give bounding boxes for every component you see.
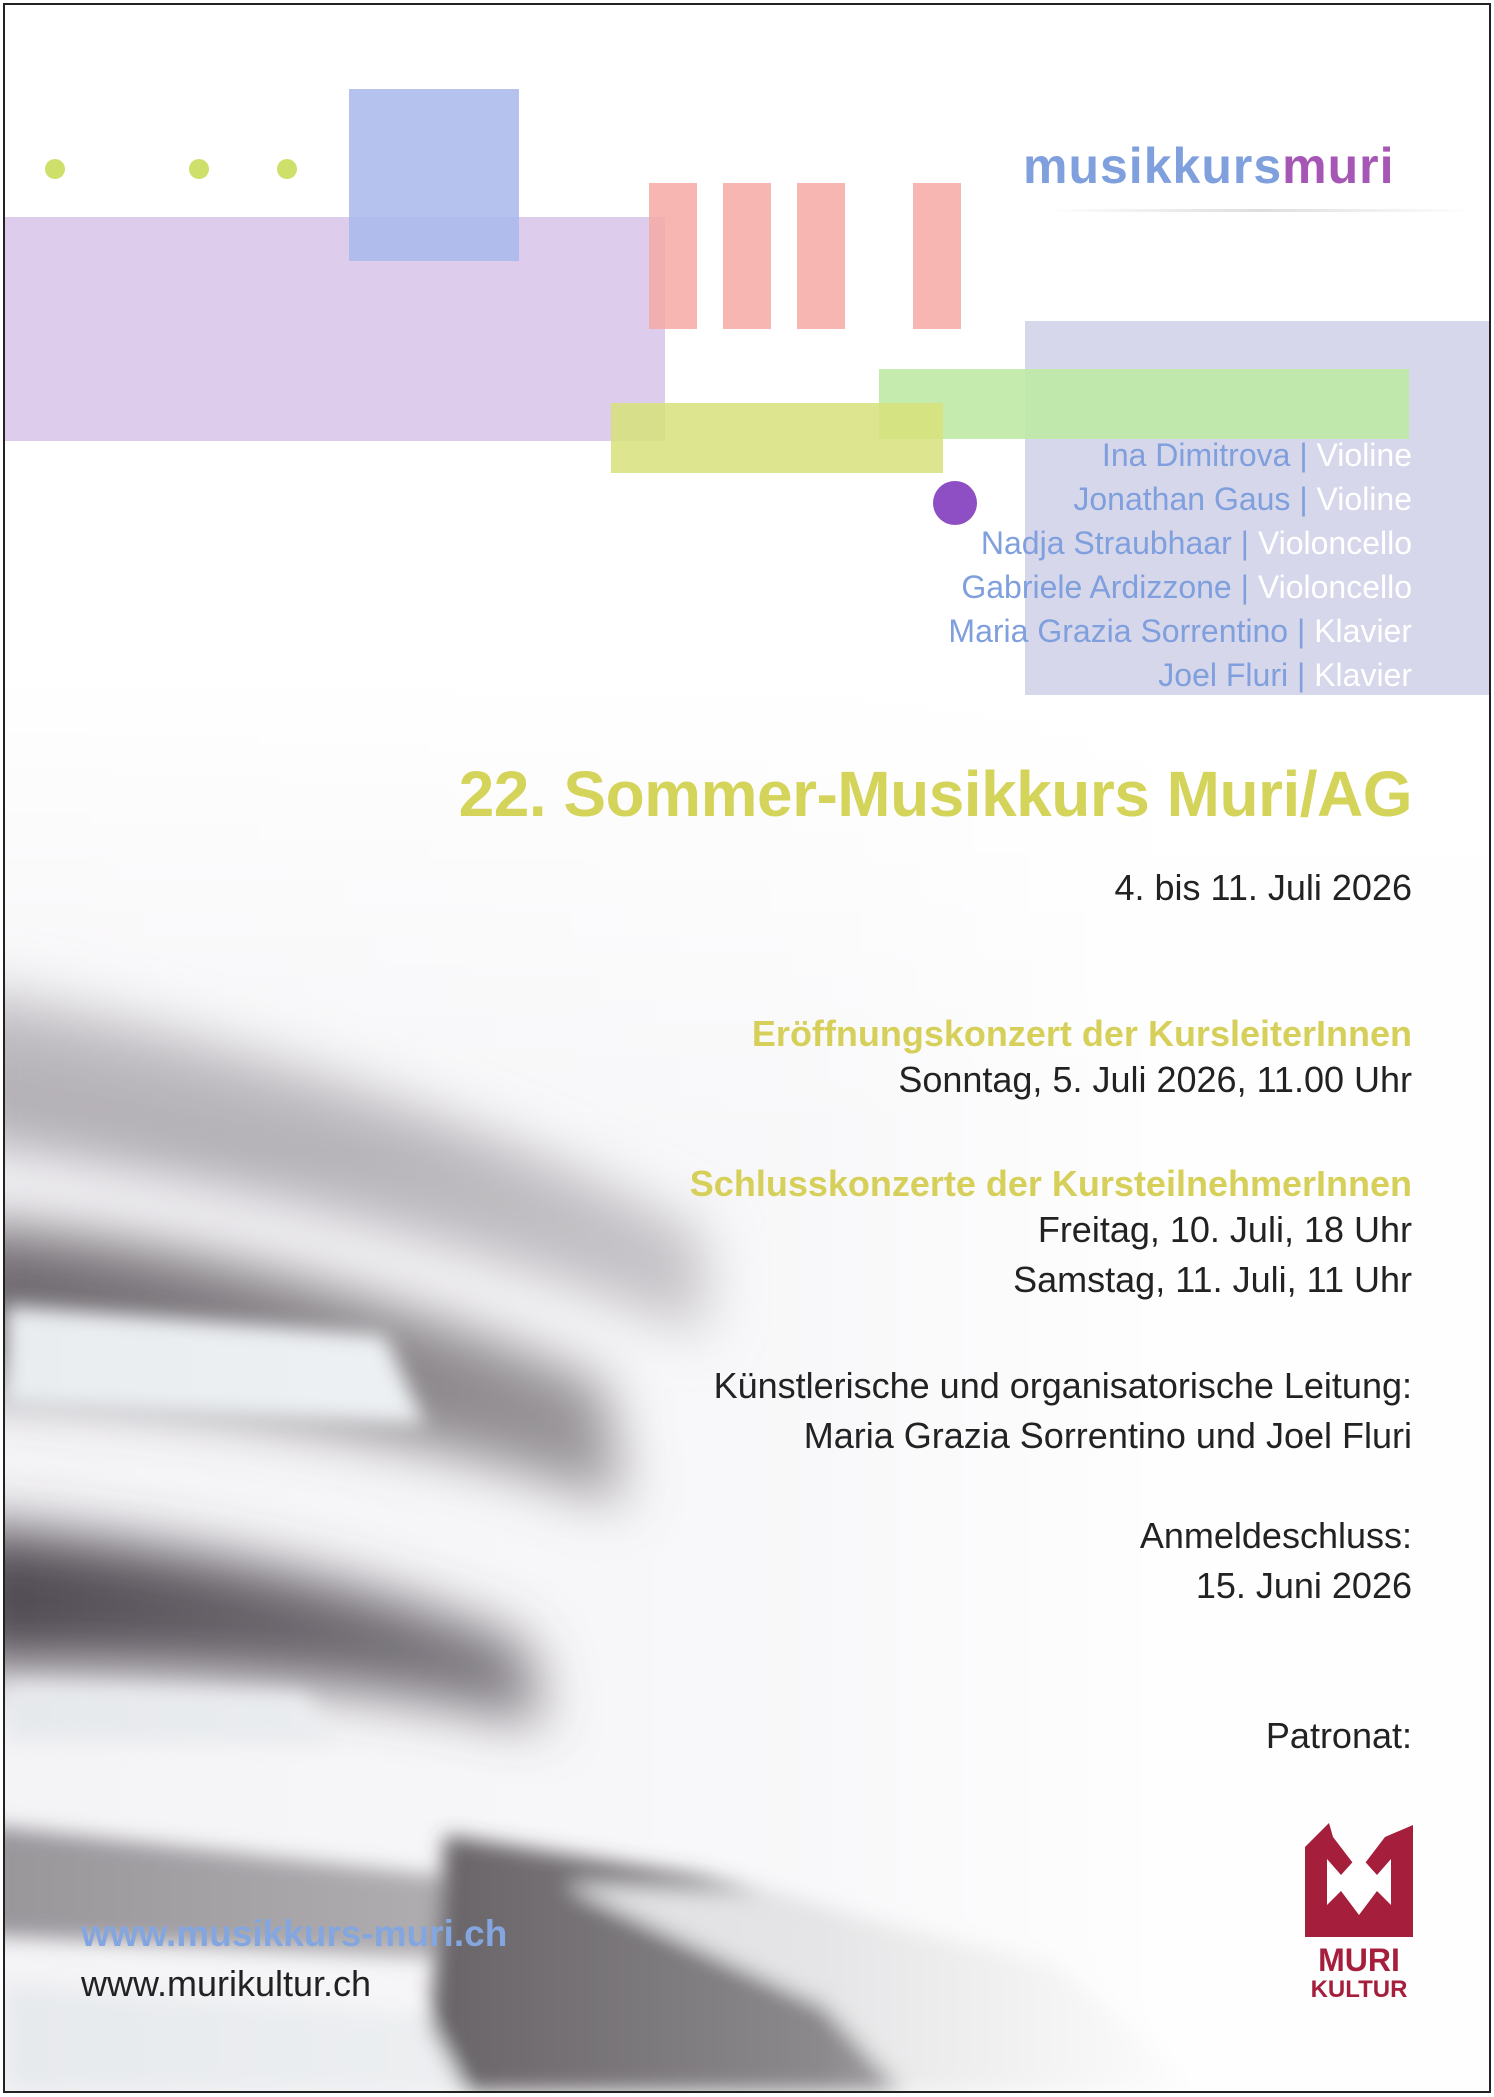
deadline-date: 15. Juni 2026 (1195, 1565, 1412, 1606)
musician-row (948, 477, 1412, 521)
logo-underline (1045, 209, 1475, 212)
course-dates: 4. bis 11. Juli 2026 (1114, 867, 1412, 908)
separator: | (1290, 437, 1317, 473)
lime-bar (611, 403, 943, 473)
muri-logo-line-1: MURI (1318, 1942, 1400, 1978)
musician-row (948, 653, 1412, 697)
logo-part-1: musikkurs (1023, 138, 1283, 194)
musician-row (948, 521, 1412, 565)
muri-logo-line-2: KULTUR (1310, 1976, 1408, 2001)
musician-instrument: Violoncello (1257, 525, 1412, 561)
musician-instrument: Klavier (1314, 613, 1412, 649)
musician-name: Joel Fluri (1158, 657, 1289, 693)
course-title: 22. Sommer-Musikkurs Muri/AG (458, 758, 1412, 830)
musician-instrument: Klavier (1314, 657, 1412, 693)
musician-row (948, 433, 1412, 477)
patronage-label: Patronat: (1265, 1715, 1412, 1756)
artistic-direction (714, 1361, 1412, 1461)
musician-row (948, 609, 1412, 653)
musician-instrument: Violine (1316, 437, 1412, 473)
salmon-bar-1 (649, 183, 697, 329)
musician-name: Nadja Straubhaar (980, 525, 1232, 561)
separator: | (1288, 613, 1315, 649)
musician-name: Jonathan Gaus (1073, 481, 1291, 517)
musician-instrument: Violoncello (1257, 569, 1412, 605)
separator: | (1231, 569, 1258, 605)
registration-deadline (1140, 1511, 1412, 1611)
musician-name: Gabriele Ardizzone (961, 569, 1232, 605)
separator: | (1290, 481, 1317, 517)
patronage (1266, 1711, 1412, 1761)
logo-part-2: muri (1282, 138, 1395, 194)
closing-concerts (690, 1163, 1412, 1305)
lime-dot-2 (189, 159, 209, 179)
closing-concert-time-2: Samstag, 11. Juli, 11 Uhr (1013, 1259, 1412, 1300)
closing-concerts-heading: Schlusskonzerte der KursteilnehmerInnen (689, 1163, 1412, 1204)
salmon-bar-2 (723, 183, 771, 329)
musician-name: Maria Grazia Sorrentino (948, 613, 1289, 649)
lime-dot-3 (277, 159, 297, 179)
website-link-secondary[interactable]: www.murikultur.ch (81, 1963, 372, 2004)
opening-concert-heading: Eröffnungskonzert der KursleiterInnen (751, 1013, 1412, 1054)
musician-name: Ina Dimitrova (1101, 437, 1291, 473)
opening-concert (752, 1013, 1412, 1105)
lilac-block (5, 217, 665, 441)
salmon-bar-3 (797, 183, 845, 329)
direction-label: Künstlerische und organisatorische Leitung: (713, 1365, 1412, 1406)
musikkurs-muri-logo (1023, 137, 1394, 195)
muri-kultur-logo (1303, 1819, 1415, 2001)
green-bar (879, 369, 1409, 439)
blue-square (349, 89, 519, 261)
musician-instrument: Violine (1316, 481, 1412, 517)
separator: | (1231, 525, 1258, 561)
poster (3, 3, 1491, 2093)
opening-concert-time: Sonntag, 5. Juli 2026, 11.00 Uhr (898, 1059, 1412, 1100)
musicians-list (948, 433, 1412, 697)
direction-names: Maria Grazia Sorrentino und Joel Fluri (803, 1415, 1412, 1456)
salmon-bar-4 (913, 183, 961, 329)
lime-dot-1 (45, 159, 65, 179)
closing-concert-time-1: Freitag, 10. Juli, 18 Uhr (1037, 1209, 1412, 1250)
deadline-label: Anmeldeschluss: (1139, 1515, 1412, 1556)
website-link-primary[interactable]: www.musikkurs-muri.ch (81, 1913, 508, 1954)
separator: | (1288, 657, 1315, 693)
musician-row (948, 565, 1412, 609)
